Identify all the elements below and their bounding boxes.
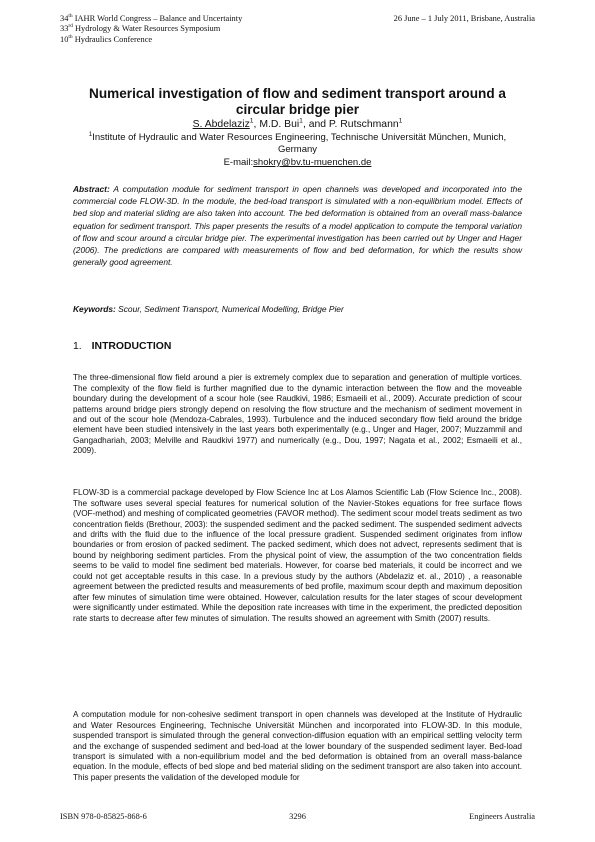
author-list	[60, 118, 535, 131]
conference-name: IAHR World Congress – Balance and Uncertainty	[72, 14, 243, 23]
email-link[interactable]: shokry@bv.tu-muenchen.de	[253, 157, 372, 168]
running-header	[60, 14, 535, 45]
email-label: E-mail:	[223, 157, 254, 168]
author-2: , M.D. Bui	[253, 119, 300, 130]
abstract-label: Abstract:	[73, 184, 110, 194]
ordinal-number: 10	[60, 34, 69, 44]
body-paragraph-1: The three-dimensional flow field around a pier is extremely complex due to separation and generation of multiple vortices. The complexity of the flow field is further magnified due to the dynamic interaction between the flow and the moveable boundary during the development of a scour hole (see Raudkivi, 1986; Esmaeili et al., 2009). Accurate prediction of scour patterns around bridge piers strongly depend on resolving the flow structure and the mechanism of sediment movement in and out of the scour hole (Mendoza-Cabrales, 1993). Turbulence and the induced secondary flow field around the bridge element have been studied intensively in the last years both experimentally (e.g., Unger and Hager, 2007; Muzzammil and Gangadhariah, 2003; Melville and Raudkivi 1977) and numerically (e.g., Dou, 1997; Nagata et al., 2002; Esmaeili et al., 2009).	[73, 373, 522, 456]
abstract	[73, 183, 522, 268]
ordinal-suffix: rd	[68, 23, 73, 30]
author-3: , and P. Rutschmann	[302, 119, 399, 130]
conference-line-3	[60, 35, 242, 45]
author-2-affil-mark: 1	[299, 117, 303, 125]
ordinal-number: 33	[60, 24, 69, 34]
author-1-affil-mark: 1	[249, 117, 254, 125]
section-number: 1.	[73, 341, 82, 352]
keywords-text: Scour, Sediment Transport, Numerical Modelling, Bridge Pier	[115, 304, 344, 314]
isbn: ISBN 978-0-85825-868-6	[60, 812, 147, 821]
ordinal-suffix: th	[68, 13, 73, 20]
conference-dates: 26 June – 1 July 2011, Brisbane, Australia	[393, 14, 535, 23]
conference-subname: Hydraulics Conference	[72, 34, 153, 44]
ordinal-number: 34	[60, 14, 69, 23]
affiliation	[70, 132, 525, 156]
paper-title: Numerical investigation of flow and sediment transport around a circular bridge pier	[89, 86, 506, 117]
conference-info	[60, 14, 242, 45]
contact-email	[60, 157, 535, 169]
symposium-name: Hydrology & Water Resources Symposium	[72, 24, 221, 34]
affiliation-mark: 1	[88, 130, 93, 138]
abstract-text: A computation module for sediment transport in open channels was developed and incorporated into the commercial code FLOW-3D. In the module, the bed-load transport is simulated with a non-equilibrium model. Effects of bed slop and material sliding are also taken into account. The bed deformation is obtained from an overall mass-balance equation for sediment transport. This paper presents the results of a model application to compute the temporal variation of flow and scour around a circular bridge pier. The experimental investigation has been carried out by Unger and Hager (2006). The predictions are compared with measurements of flow and bed deformation, for which the results show generally good agreement.	[73, 184, 522, 268]
author-1[interactable]: S. Abdelaziz	[192, 119, 250, 130]
publisher: Engineers Australia	[469, 812, 535, 821]
section-title: INTRODUCTION	[91, 341, 172, 352]
page-number: 3296	[289, 812, 306, 821]
body-paragraph-3: A computation module for non-cohesive sediment transport in open channels was developed at the Institute of Hydraulic and Water Resources Engineering, Technische Universität München and incorporated into FLOW-3D. In this module, suspended transport is simulated through the general convection-diffusion equation with an empirical settling velocity term and the exchange of suspended sediment and bed-load at the lower boundary of the suspended sediment layer. Bed-load transport is simulated with a non-equilibrium model and the bed deformation is obtained from an overall mass-balance equation. In the module, effects of bed slope and bed material sliding on the sediment transport are also taken into account. This paper presents the validation of the developed module for	[73, 710, 522, 782]
conference-line-1	[60, 14, 242, 24]
author-3-affil-mark: 1	[398, 117, 403, 125]
keywords-label: Keywords:	[73, 304, 116, 314]
affiliation-text: Institute of Hydraulic and Water Resources Engineering, Technische Universität München, Munich, Germany	[92, 132, 507, 156]
keywords	[73, 304, 522, 315]
ordinal-suffix: th	[68, 34, 73, 41]
body-paragraph-2: FLOW-3D is a commercial package developed by Flow Science Inc at Los Alamos Scientific Lab (Flow Science Inc., 2008). The software uses several special features for numerical solution of the Navier-Stokes equations for free surface flows (VOF-method) and meshing of complicated geometries (FAVOR method). The sediment scour model treats sediment as two concentration fields (Brethour, 2003): the suspended sediment and the packed sediment. The suspended sediment advects and drifts with the fluid due to the influence of the local pressure gradient. Suspended sediment originates from inflow boundaries or from erosion of packed sediment. The packed sediment, which does not advect, represents sediment that is bound by neighboring sediment particles. From the physical point of view, the assumption of the two concentration fields seems to be valid to model fine sediment bed materials. However, for coarse bed materials, it could be incorrect and we could not get acceptable results in this case. In a previous study by the authors (Abdelaziz et. al., 2010) , a reasonable agreement between the predicted results and measurements of bed profile, maximum scour depth and maximum deposition after few minutes of simulation time were obtained. However, calculation results for the later stages of scour development were significantly under estimated. While the deposition rate increases with time in the experiment, the predicted deposition rate starts to decrease after few minutes of simulation. The results showed an agreement with Smith (2007) results.	[73, 488, 522, 623]
conference-line-2	[60, 24, 242, 34]
section-heading-introduction	[73, 341, 171, 352]
